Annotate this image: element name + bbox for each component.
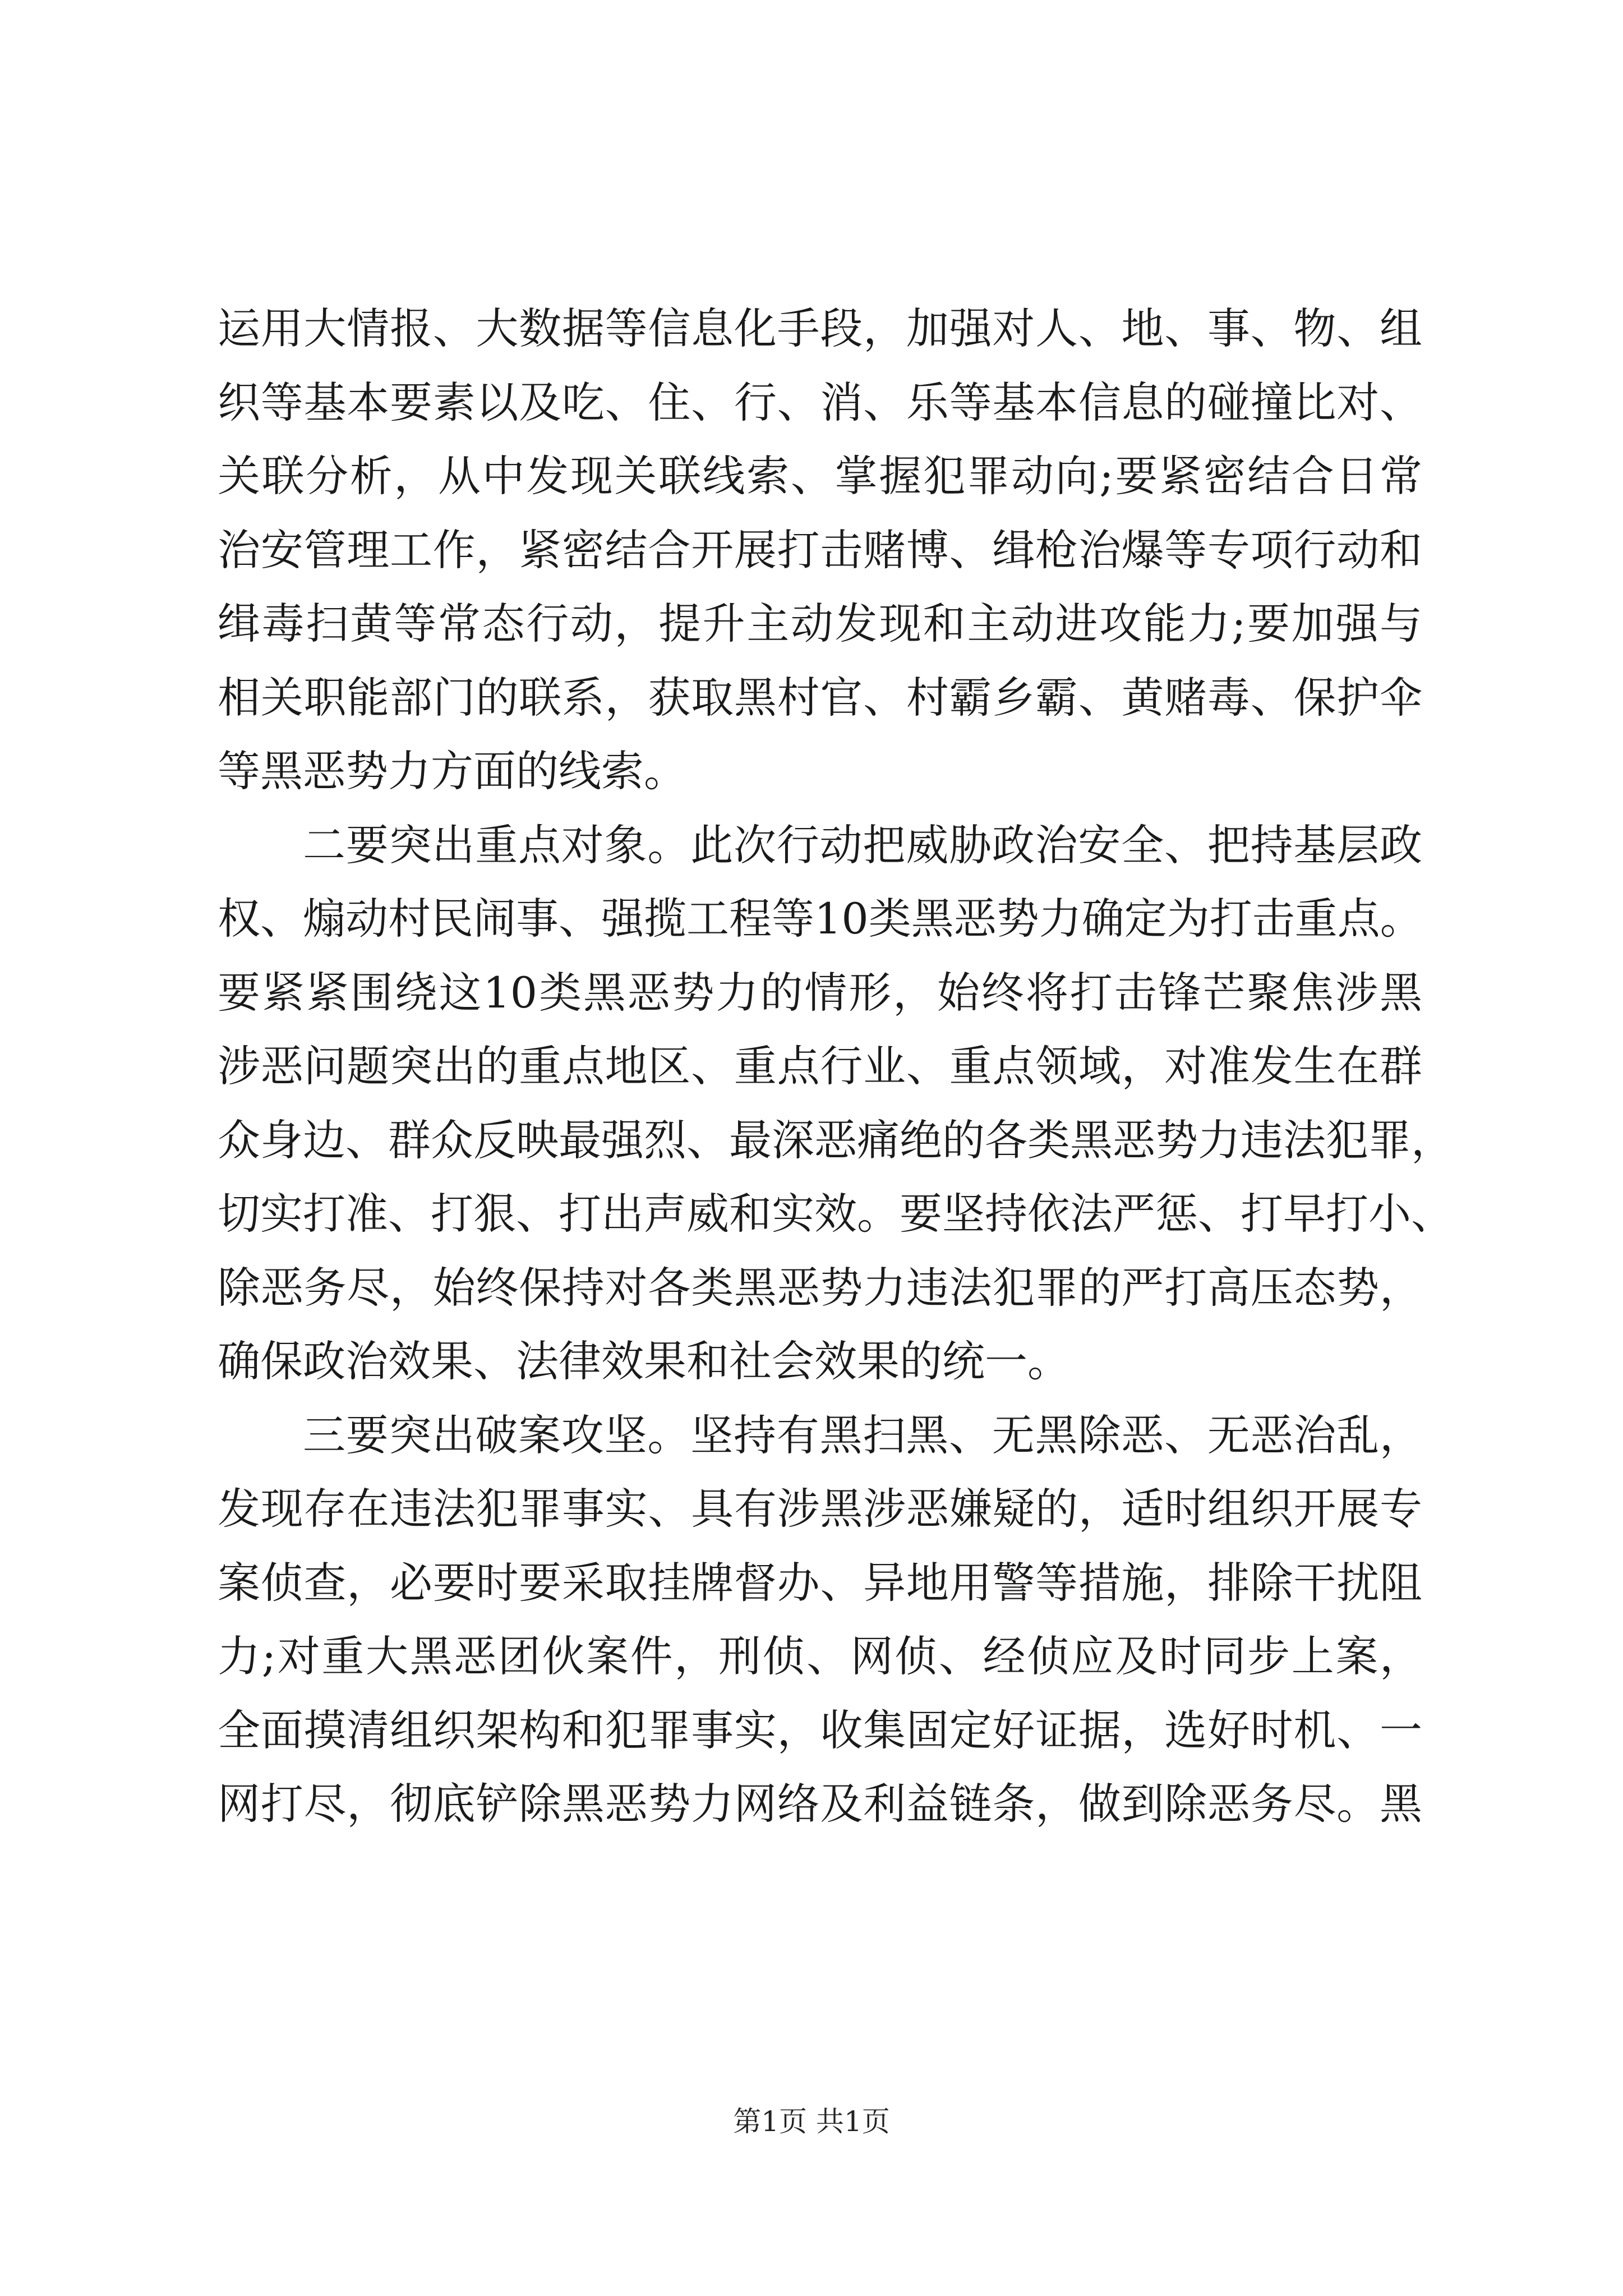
text-line: 涉恶问题突出的重点地区、重点行业、重点领域，对准发生在群 — [218, 1041, 1422, 1091]
text-line: 网打尽，彻底铲除黑恶势力网络及利益链条，做到除恶务尽。黑 — [218, 1779, 1422, 1829]
text-line: 三要突出破案攻坚。坚持有黑扫黑、无黑除恶、无恶治乱， — [303, 1410, 1422, 1460]
text-line: 相关职能部门的联系，获取黑村官、村霸乡霸、黄赌毒、保护伞 — [218, 672, 1422, 723]
text-line: 织等基本要素以及吃、住、行、消、乐等基本信息的碰撞比对、 — [218, 377, 1422, 427]
text-line: 缉毒扫黄等常态行动，提升主动发现和主动进攻能力;要加强与 — [218, 599, 1422, 648]
text-line: 关联分析，从中发现关联线索、掌握犯罪动向;要紧密结合日常 — [218, 451, 1422, 501]
text-line: 等黑恶势力方面的线索。 — [218, 746, 686, 796]
text-line: 力;对重大黑恶团伙案件，刑侦、网侦、经侦应及时同步上案， — [218, 1631, 1422, 1681]
text-line: 权、煽动村民闹事、强揽工程等10类黑恶势力确定为打击重点。 — [218, 894, 1423, 944]
text-line: 切实打准、打狠、打出声威和实效。要坚持依法严惩、打早打小、 — [218, 1189, 1454, 1239]
text-line: 要紧紧围绕这10类黑恶势力的情形，始终将打击锋芒聚焦涉黑 — [218, 967, 1422, 1018]
text-line: 除恶务尽，始终保持对各类黑恶势力违法犯罪的严打高压态势， — [218, 1262, 1422, 1313]
text-line: 发现存在违法犯罪事实、具有涉黑涉恶嫌疑的，适时组织开展专 — [218, 1484, 1422, 1534]
page-number: 第1页 共1页 — [733, 2105, 890, 2138]
text-line: 运用大情报、大数据等信息化手段，加强对人、地、事、物、组 — [218, 303, 1422, 353]
text-line: 案侦查，必要时要采取挂牌督办、异地用警等措施，排除干扰阻 — [218, 1557, 1422, 1608]
body-text — [218, 292, 1454, 1841]
text-line: 确保政治效果、法律效果和社会效果的统一。 — [218, 1336, 1070, 1386]
text-line: 全面摸清组织架构和犯罪事实，收集固定好证据，选好时机、一 — [218, 1705, 1422, 1755]
text-line: 众身边、群众反映最强烈、最深恶痛绝的各类黑恶势力违法犯罪， — [218, 1115, 1454, 1165]
text-line: 治安管理工作，紧密结合开展打击赌博、缉枪治爆等专项行动和 — [218, 524, 1422, 575]
page-footer — [0, 2105, 1623, 2138]
text-line: 二要突出重点对象。此次行动把威胁政治安全、把持基层政 — [303, 820, 1422, 870]
